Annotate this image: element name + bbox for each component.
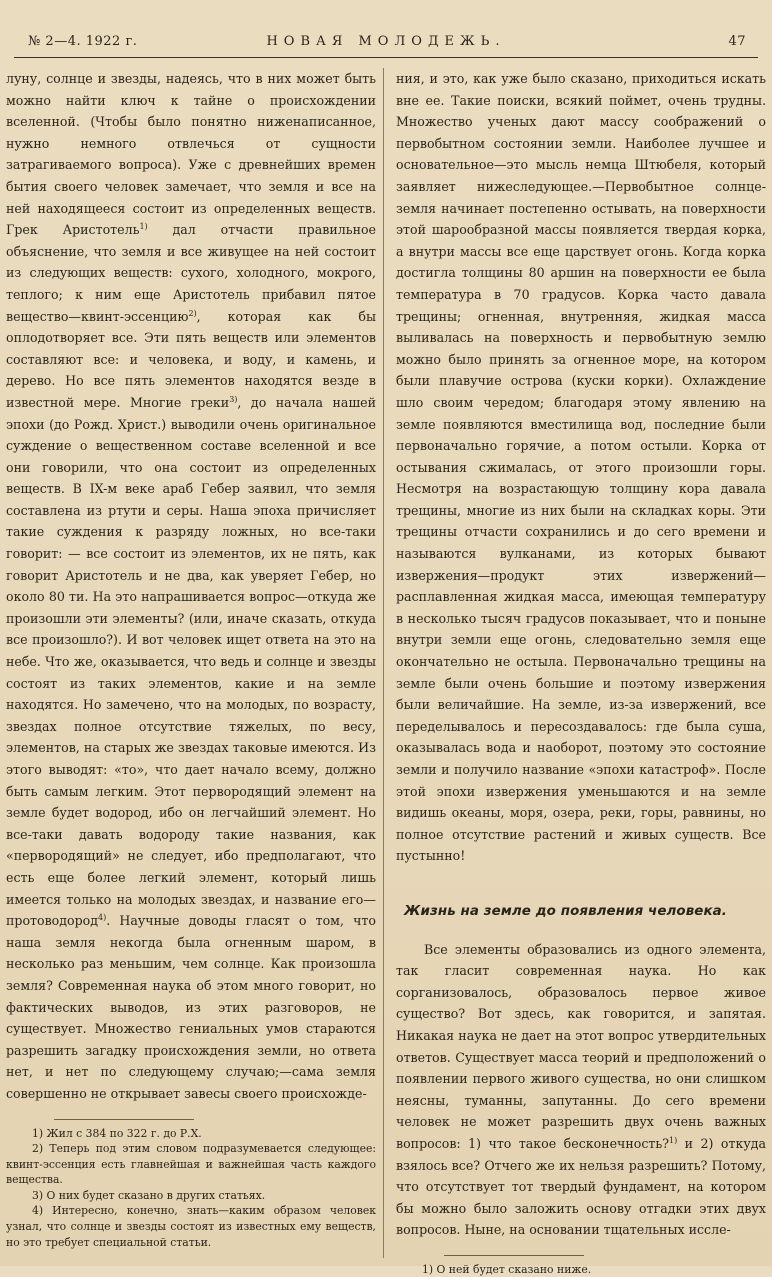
issue-number: № 2—4. 1922 г. [28, 34, 138, 49]
footnote: 1) О ней будет сказано ниже. [422, 1262, 592, 1276]
left-footnotes [6, 1126, 376, 1251]
journal-title: НОВАЯ МОЛОДЕЖЬ. [266, 34, 506, 49]
footnote-ref: 1) [669, 1135, 678, 1145]
right-footnotes [396, 1262, 766, 1277]
left-column [6, 68, 376, 1250]
footnote: 1) Жил с 384 по 322 г. до Р.Х. [32, 1126, 202, 1140]
page-header [18, 34, 754, 54]
right-paragraph: Все элементы образовались из одного элемента, так гласит современная наука. Но как сорганизовалось, образовалось первое живое существо? Вот здесь, как говорится, и запятая. Никакая наука не дает на этот вопрос утвердительных ответов. Существует масса теорий и предположений о появлении первого живого существа, но они слишком неясны, туманны, запутанны. До сего времени человек не может разрешить двух очень важных вопросов: 1) что такое бесконечность?$^{1)}$ и 2) откуда взялось все? Отчего же их нельзя разрешить? Потому, что отсутствует тот твердый фундамент, на котором бы можно было заложить основу отгадки этих двух вопросов. Ныне, на основании тщательных иссле- [396, 941, 766, 1238]
section-heading: Жизнь на земле до появления человека. [404, 903, 727, 919]
footnote-rule [444, 1255, 584, 1256]
footnote-ref: 1) [139, 221, 148, 231]
right-paragraph: ния, и это, как уже было сказано, приходиться искать вне ее. Такие поиски, всякий поймет, очень трудны. Множество ученых дают массу соображений о первобытном состоянии земли. Наиболее лучшее и основательное—это мысль немца Штюбеля, который заявляет нижеследующее.—Первобытное солнце-земля начинает постепенно остывать, на поверхности этой шарообразной массы появляется твердая корка, а внутри массы все еще царствует огонь. Когда корка достигла толщины 80 аршин на поверхности ее была температура в 70 градусов. Корка часто давала трещины; огненная, внутренняя, жидкая масса выливалась на поверхность и первобытную землю можно было принять за огненное море, на котором были плавучие острова (куски корки). Охлаждение шло своим чередом; благодаря этому явлению на земле появляются вместилища вод, последние были первоначально горячие, а потом остыли. Корка от остывания сжималась, от этого произошли горы. Несмотря на возрастающую толщину кора давала трещины, многие из них были на складках коры. Эти трещины отчасти сохранились и до сего времени и называются вулканами, из которых бывают извержения—продукт этих извержений—расплавленная жидкая масса, имеющая температуру в несколько тысяч градусов показывает, что и поныне внутри земли еще огонь, следовательно земля еще окончательно не остыла. Первоначально трещины на земле были очень большие и поэтому извержения были величайшие. На земле, из-за извержений, все переделывалось и пересоздавалось: где была суша, оказывалась вода и наоборот, поэтому это состояние земли и получило название «эпохи катастроф». После этой эпохи извержения уменьшаются и на земле видишь океаны, моря, озера, реки, горы, равнины, но полное отсутствие растений и живых существ. Все пустынно! [396, 71, 766, 864]
footnote: 3) О них будет сказано в других статьях. [32, 1188, 266, 1202]
footnote-ref: 2) [188, 308, 197, 318]
right-column [396, 68, 766, 1277]
left-paragraph: луну, солнце и звезды, надеясь, что в них может быть можно найти ключ к тайне о происхождении вселенной. (Чтобы было понятно ниженаписанное, нужно немного отвлечься от сущности затрагиваемого вопроса). Уже с древнейших времен бытия своего человек замечает, что земля и все на ней находящееся состоит из определенных веществ. Грек Аристотель$^{1)}$ дал отчасти правильное объяснение, что земля и все живущее на ней состоит из следующих веществ: сухого, холодного, мокрого, теплого; к ним еще Аристотель прибавил пятое вещество—квинт-эссенцию$^{2)}$, которая как бы оплодотворяет все. Эти пять веществ или элементов составляют все: и человека, и воду, и камень, и дерево. Но все пять элементов находятся везде в известной мере. Многие греки$^{3)}$, до начала нашей эпохи (до Рожд. Христ.) выводили очень оригинальное суждение о вещественном составе вселенной и все они говорили, что она состоит из определенных веществ. В IX-м веке араб Гебер заявил, что земля составлена из ртути и серы. Наша эпоха причисляет такие суждения к разряду ложных, но все-таки говорит: — все состоит из элементов, их не пять, как говорит Аристотель и не два, как уверяет Гебер, но около 80 ти. На это напрашивается вопрос—откуда же произошли эти элементы? (или, иначе сказать, откуда все произошло?). И вот человек ищет ответа на это на небе. Что же, оказывается, что ведь и солнце и звезды состоят из таких элементов, какие и на земле находятся. Но замечено, что на молодых, по возрасту, звездах полное отсутствие тяжелых, по весу, элементов, на старых же звездах таковые имеются. Из этого выводят: «то», что дает начало всему, должно быть самым легким. Этот первородящий элемент на земле будет водород, ибо он легчайший элемент. Но все-таки давать водороду такие названия, как «первородящий» не следует, ибо предполагают, что есть еще более легкий элемент, который лишь имеется только на молодых звездах, и название его—протоводород$^{4)}$. Научные доводы гласят о том, что наша земля некогда была огненным шаром, в несколько раз меньшим, чем солнце. Как произошла земля? Современная наука об этом много говорит, но фактических выводов, из этих разговоров, не существует. Множество гениальных умов стараются разрешить загадку происхождения земли, но ответа нет, и нет по следующему случаю;—сама земля совершенно не открывает завесы своего происхожде- [6, 71, 376, 1101]
footnote: 2) Теперь под этим словом подразумевается следующее: квинт-эссенция есть главнейшая и важнейшая часть каждого вещества. [6, 1142, 376, 1187]
footnote-ref: 4) [98, 912, 107, 922]
header-rule [14, 57, 758, 58]
page-number: 47 [728, 34, 746, 49]
column-divider [383, 68, 384, 1258]
footnote-ref: 3) [229, 394, 238, 404]
footnote: 4) Интересно, конечно, знать—каким образом человек узнал, что солнце и звезды состоят из известных ему веществ, но это требует специальной статьи. [6, 1204, 376, 1249]
footnote-rule [54, 1119, 194, 1120]
